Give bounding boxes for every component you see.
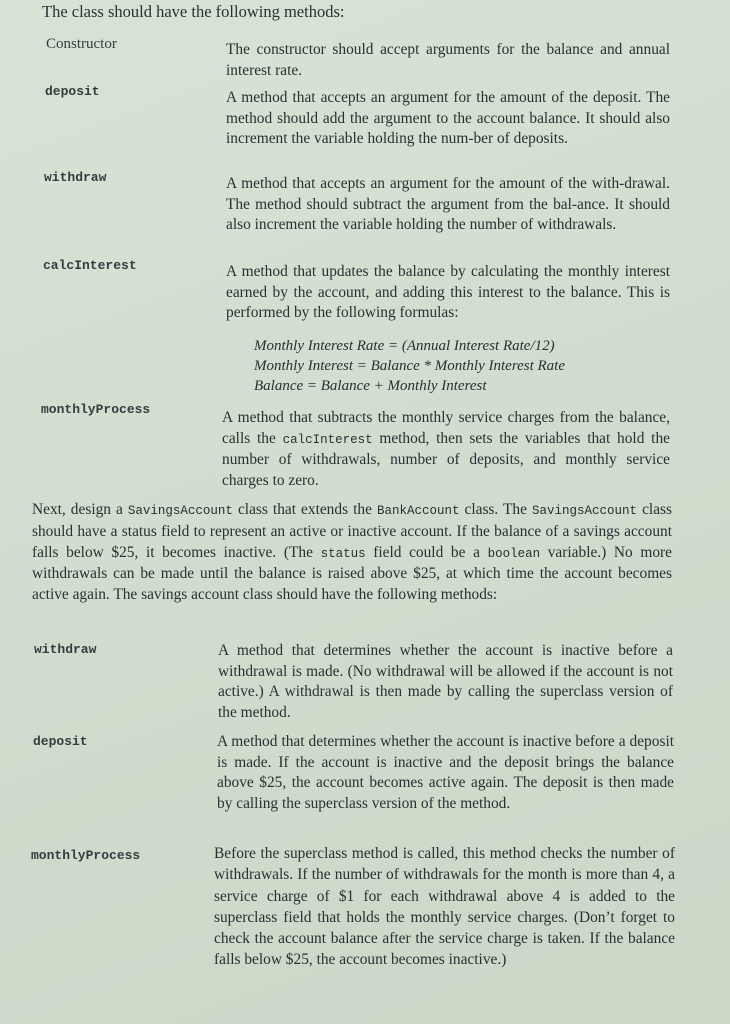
- savings-method-name-monthlyprocess: monthlyProcess: [31, 848, 141, 863]
- method-desc-constructor: The constructor should accept arguments for the balance and annual interest rate.: [226, 41, 670, 79]
- method-name-deposit: deposit: [45, 84, 100, 99]
- method-desc-calcinterest: A method that updates the balance by calculating the monthly interest earned by the account, and adding this interest to the balance. This is performed by the following formulas:: [226, 263, 670, 321]
- savings-method-desc-withdraw: A method that determines whether the account is inactive before a withdrawal is made. (No withdrawal will be allowed if the account is not active.) A withdrawal is then made by calling the superclass version of the method.: [218, 642, 673, 721]
- method-name-withdraw: withdraw: [44, 170, 107, 185]
- method-name-monthlyprocess: monthlyProcess: [41, 402, 151, 417]
- method-desc-deposit: A method that accepts an argument for the amount of the deposit. The method should add the argument to the account balance. It should also increment the variable holding the num-ber of deposits.: [226, 89, 670, 147]
- inline-code-status: status: [320, 546, 366, 561]
- method-desc-withdraw: A method that accepts an argument for the amount of the with-drawal. The method should subtract the argument from the bal-ance. It should also increment the variable holding the number of withdrawals.: [226, 175, 670, 233]
- interest-formulas: [254, 336, 565, 396]
- savings-method-desc-monthlyprocess: Before the superclass method is called, this method checks the number of withdrawals. If the number of withdrawals for the month is more than 4, a service charge of $1 for each withdrawal above 4 is added to the superclass field that holds the monthly service charges. (Don’t forget to check the account balance after the service charge is taken. If the balance falls below $25, the account becomes inactive.): [214, 845, 675, 969]
- formula-balance: Balance = Balance + Monthly Interest: [254, 378, 487, 394]
- method-name-calcinterest: calcInterest: [43, 258, 137, 273]
- savings-account-paragraph: Next, design a SavingsAccount class that extends the BankAccount class. The SavingsAccount class should have a status field to represent an active or inactive account. If the balance of a savings account falls below $25, it becomes inactive. (The status field could be a boolean variable.) No more withdrawals can be made until the balance is raised above $25, at which time the account becomes active again. The savings account class should have the following methods:: [32, 501, 673, 604]
- methods-heading: The class should have the following methods:: [42, 2, 345, 21]
- formula-monthly-interest: Monthly Interest = Balance * Monthly Interest Rate: [254, 358, 566, 374]
- formula-monthly-rate: Monthly Interest Rate = (Annual Interest Rate/12): [254, 338, 555, 354]
- savings-method-name-withdraw: withdraw: [34, 642, 97, 657]
- savings-method-desc-deposit: A method that determines whether the account is inactive before a deposit is made. If the account is inactive and the deposit brings the balance above $25, the account becomes active again. The deposit is then made by calling the superclass version of the method.: [217, 733, 674, 812]
- inline-code-savingsaccount: SavingsAccount: [127, 504, 233, 518]
- inline-code-savingsaccount-2: SavingsAccount: [532, 504, 638, 518]
- inline-code-bankaccount: BankAccount: [376, 504, 460, 518]
- savings-method-name-deposit: deposit: [33, 734, 88, 749]
- inline-code-calcinterest: calcInterest: [282, 432, 373, 447]
- inline-code-boolean: boolean: [487, 546, 541, 561]
- method-desc-monthlyprocess: A method that subtracts the monthly service charges from the balance, calls the calcInterest method, then sets the variables that hold the number of withdrawals, number of deposits, and monthly service charges to zero.: [222, 409, 670, 489]
- method-name-constructor: Constructor: [46, 36, 117, 52]
